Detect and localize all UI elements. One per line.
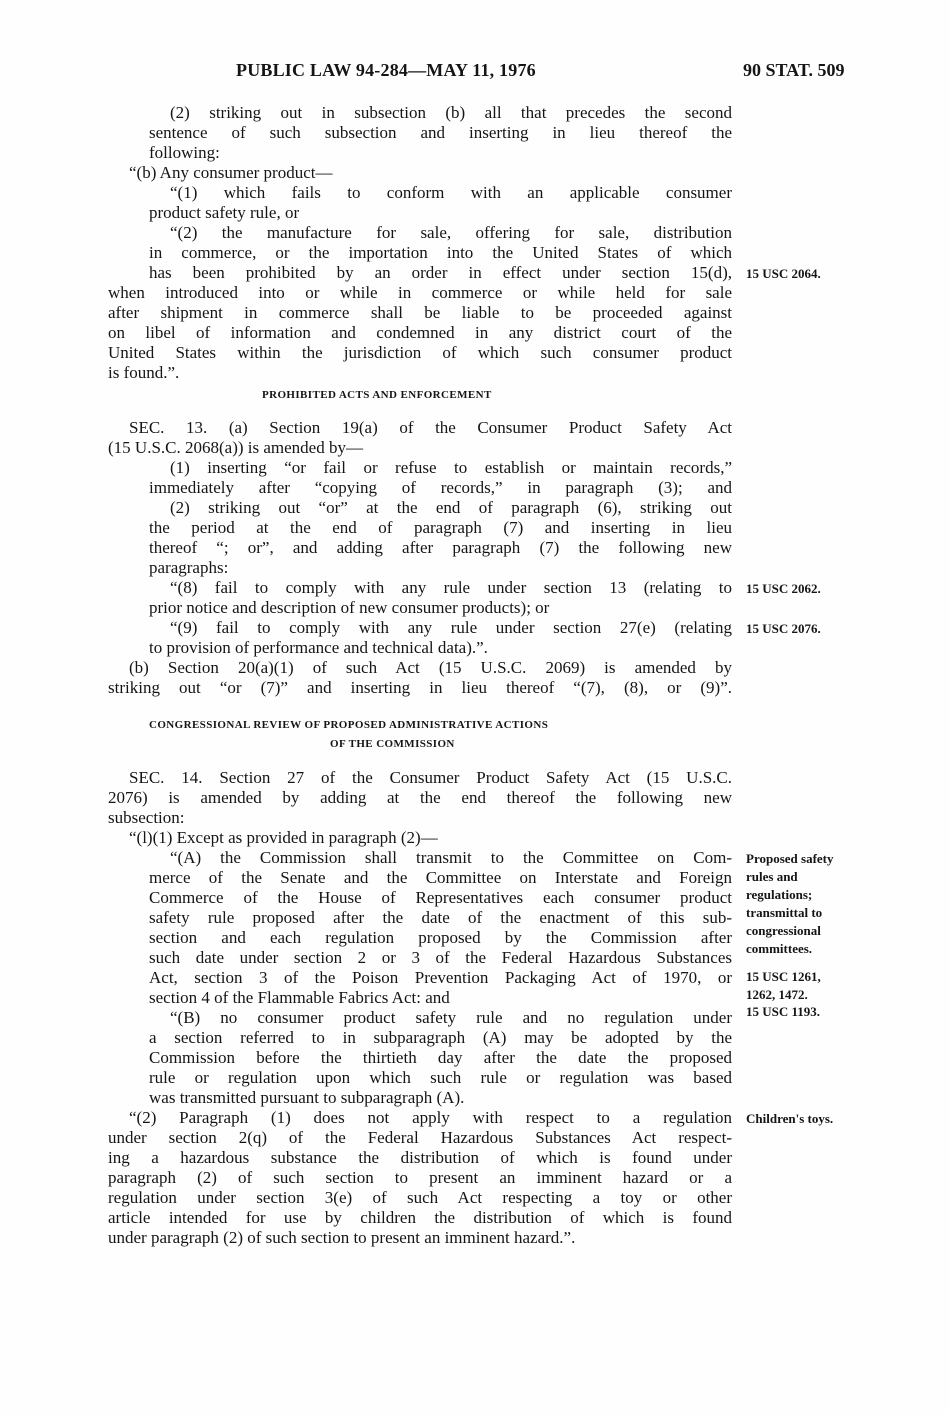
body-line: merce of the Senate and the Committee on Interstate and Foreign (149, 868, 732, 887)
running-header-title: PUBLIC LAW 94-284—MAY 11, 1976 (236, 60, 536, 80)
body-line: (2) striking out in subsection (b) all that precedes the second (170, 103, 732, 122)
body-line: “(2) Paragraph (1) does not apply with respect to a regulation (129, 1108, 732, 1127)
body-line: under paragraph (2) of such section to present an imminent hazard.”. (108, 1228, 576, 1247)
body-line: product safety rule, or (149, 203, 300, 222)
body-line: “(l)(1) Except as provided in paragraph (2)— (129, 828, 438, 847)
body-line: “(9) fail to comply with any rule under section 27(e) (relating (170, 618, 732, 637)
body-line: a section referred to in subparagraph (A) may be adopted by the (149, 1028, 732, 1047)
body-line: (2) striking out “or” at the end of paragraph (6), striking out (170, 498, 732, 517)
body-line: has been prohibited by an order in effect under section 15(d), (149, 263, 732, 282)
margin-citation: 15 USC 1193. (746, 1004, 821, 1019)
margin-note: Proposed safety (746, 851, 834, 866)
body-line: rule or regulation upon which such rule or regulation was based (149, 1068, 732, 1087)
body-line: section and each regulation proposed by the Commission after (149, 928, 732, 947)
body-line: “(b) Any consumer product— (129, 163, 333, 182)
body-line: “(2) the manufacture for sale, offering for sale, distribution (170, 223, 732, 242)
body-line: after shipment in commerce shall be liable to be proceeded against (108, 303, 732, 322)
body-line: subsection: (108, 808, 185, 827)
section-heading: OF THE COMMISSION (330, 738, 455, 750)
body-line: Commerce of the House of Representatives each consumer product (149, 888, 732, 907)
section-heading: CONGRESSIONAL REVIEW OF PROPOSED ADMINISTRATIVE ACTIONS (149, 719, 549, 731)
margin-citation: 15 USC 1261, (746, 969, 821, 984)
body-line: (1) inserting “or fail or refuse to establish or maintain records,” (170, 458, 732, 477)
body-line: is found.”. (108, 363, 180, 382)
body-line: 2076) is amended by adding at the end thereof the following new (108, 788, 732, 807)
body-line: on libel of information and condemned in any district court of the (108, 323, 732, 342)
margin-note: rules and (746, 869, 798, 884)
margin-note: committees. (746, 941, 813, 956)
body-line: such date under section 2 or 3 of the Federal Hazardous Substances (149, 948, 732, 967)
body-line: was transmitted pursuant to subparagraph (A). (149, 1088, 465, 1107)
body-line: “(1) which fails to conform with an applicable consumer (170, 183, 732, 202)
body-line: “(B) no consumer product safety rule and no regulation under (170, 1008, 732, 1027)
body-line: SEC. 13. (a) Section 19(a) of the Consumer Product Safety Act (129, 418, 732, 437)
body-line: in commerce, or the importation into the United States of which (149, 243, 732, 262)
body-line: following: (149, 143, 220, 162)
margin-citation: 15 USC 2062. (746, 581, 821, 596)
body-line: paragraph (2) of such section to present an imminent hazard or a (108, 1168, 732, 1187)
body-line: safety rule proposed after the date of the enactment of this sub- (149, 908, 732, 927)
body-line: (15 U.S.C. 2068(a)) is amended by— (108, 438, 363, 457)
body-line: “(8) fail to comply with any rule under section 13 (relating to (170, 578, 732, 597)
body-line: striking out “or (7)” and inserting in lieu thereof “(7), (8), or (9)”. (108, 678, 732, 697)
margin-note: Children's toys. (746, 1111, 834, 1126)
body-line: SEC. 14. Section 27 of the Consumer Product Safety Act (15 U.S.C. (129, 768, 732, 787)
body-line: article intended for use by children the distribution of which is found (108, 1208, 732, 1227)
body-line: thereof “; or”, and adding after paragraph (7) the following new (149, 538, 732, 557)
body-line: paragraphs: (149, 558, 229, 577)
margin-note: transmittal to (746, 905, 823, 920)
margin-citation: 1262, 1472. (746, 987, 808, 1002)
body-line: “(A) the Commission shall transmit to the Committee on Com- (170, 848, 732, 867)
body-line: sentence of such subsection and inserting in lieu thereof the (149, 123, 732, 142)
body-line: (b) Section 20(a)(1) of such Act (15 U.S.C. 2069) is amended by (129, 658, 732, 677)
body-line: regulation under section 3(e) of such Act respecting a toy or other (108, 1188, 732, 1207)
body-line: prior notice and description of new consumer products); or (149, 598, 550, 617)
body-line: to provision of performance and technical data).”. (149, 638, 488, 657)
body-line: when introduced into or while in commerce or while held for sale (108, 283, 732, 302)
body-line: immediately after “copying of records,” in paragraph (3); and (149, 478, 732, 497)
body-line: Act, section 3 of the Poison Prevention Packaging Act of 1970, or (149, 968, 732, 987)
page-citation: 90 STAT. 509 (743, 60, 845, 80)
margin-citation: 15 USC 2064. (746, 266, 821, 281)
body-line: ing a hazardous substance the distribution of which is found under (108, 1148, 732, 1167)
body-line: United States within the jurisdiction of which such consumer product (108, 343, 732, 362)
body-line: the period at the end of paragraph (7) and inserting in lieu (149, 518, 732, 537)
body-line: section 4 of the Flammable Fabrics Act: and (149, 988, 450, 1007)
section-heading: PROHIBITED ACTS AND ENFORCEMENT (262, 389, 492, 401)
body-line: Commission before the thirtieth day after the date the proposed (149, 1048, 732, 1067)
margin-note: regulations; (746, 887, 813, 902)
body-line: under section 2(q) of the Federal Hazardous Substances Act respect- (108, 1128, 732, 1147)
margin-citation: 15 USC 2076. (746, 621, 821, 636)
margin-note: congressional (746, 923, 821, 938)
